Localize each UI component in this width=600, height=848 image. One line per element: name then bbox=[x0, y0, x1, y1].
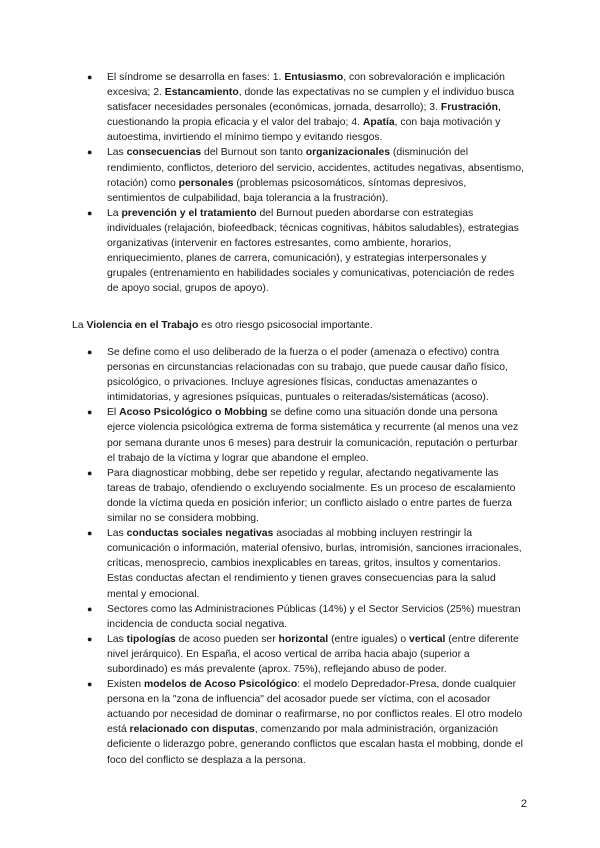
text-run: La bbox=[72, 320, 87, 331]
list-item-text bbox=[107, 634, 519, 675]
bold-text-run: Estancamiento bbox=[164, 87, 239, 99]
bold-text-run: prevención y el tratamiento bbox=[121, 207, 257, 219]
bullet-icon: ● bbox=[87, 603, 93, 614]
list-item-text bbox=[107, 208, 519, 294]
bold-text-run: Violencia en el Trabajo bbox=[86, 320, 199, 331]
bullet-icon: ● bbox=[87, 147, 93, 158]
bold-text-run: horizontal bbox=[278, 633, 329, 645]
bold-text-run: conductas sociales negativas bbox=[126, 528, 274, 540]
text-run: (disminución del rendimiento, conflictos, deterioro del servicio, accidentes, actitudes negativas, absentismo, rotación) como bbox=[107, 147, 524, 189]
bold-text-run: tipologías bbox=[126, 633, 176, 645]
text-run: El bbox=[107, 407, 120, 419]
text-run: Las bbox=[107, 147, 127, 159]
text-run: (problemas psicosomáticos, síntomas depresivos, sentimientos de culpabilidad, baja tolerancia a la frustración). bbox=[107, 177, 467, 204]
list-item bbox=[87, 526, 527, 601]
list-item-text bbox=[107, 407, 518, 463]
bullet-icon: ● bbox=[87, 528, 93, 539]
text-run: Se define como el uso deliberado de la fuerza o el poder (amenaza o efectivo) contra personas en circunstancias relacionadas con su trabajo, que puede causar daño físico, psicológico, o privaciones. Incluye agresiones físicas, conductas amenazantes o intimidatorias, y agresiones psíquicas, puntuales o reiteradas/sistemáticas (acoso). bbox=[107, 347, 508, 404]
text-run: (entre diferente nivel jerárquico). En España, el acoso vertical de arriba hacia abajo (superior a subordinado) es más prevalente (aprox. 75%), reflejando abuso de poder. bbox=[107, 633, 519, 675]
list-item-text bbox=[107, 72, 514, 143]
list-item bbox=[87, 632, 527, 677]
text-run: Las bbox=[107, 528, 127, 540]
list-item bbox=[87, 206, 527, 297]
list-item-text bbox=[107, 147, 524, 203]
text-run: asociadas al mobbing incluyen restringir la comunicación o información, material ofensivo, burlas, intromisión, sanciones irracionales, críticas, menosprecio, cambios inexplicables en tareas, gritos, insultos y comentarios. Estas conductas afectan el rendimiento y tienen graves consecuencias para la salud mental y emocional. bbox=[107, 528, 522, 600]
bullet-icon: ● bbox=[87, 407, 93, 418]
text-run: , con sobrevaloración e implicación excesiva; 2. bbox=[107, 72, 505, 99]
bullet-icon: ● bbox=[87, 633, 93, 644]
bullet-icon: ● bbox=[87, 679, 93, 690]
bullet-icon: ● bbox=[87, 347, 93, 357]
bold-text-run: Acoso Psicológico o Mobbing bbox=[119, 407, 268, 419]
text-run: Para diagnosticar mobbing, debe ser repetido y regular, afectando negativamente las tareas de trabajo, ofendiendo o excluyendo socialmente. Es un proceso de escalamiento donde la víctima queda en posición inferior; un conflicto aislado o entre partes de fuerza similar no se considera mobbing. bbox=[107, 467, 516, 525]
page-number: 2 bbox=[520, 798, 527, 810]
list-item bbox=[87, 677, 527, 768]
bullet-icon: ● bbox=[87, 207, 93, 218]
bold-text-run: consecuencias bbox=[126, 147, 202, 159]
bullet-icon: ● bbox=[87, 467, 93, 478]
bold-text-run: Frustración bbox=[440, 102, 499, 114]
list-item-text bbox=[107, 528, 522, 599]
bold-text-run: modelos de Acoso Psicológico bbox=[143, 679, 298, 691]
list-item-text bbox=[107, 347, 508, 403]
bold-text-run: organizacionales bbox=[305, 147, 391, 159]
burnout-bullet-list bbox=[87, 70, 527, 296]
bold-text-run: relacionado con disputas bbox=[129, 724, 255, 736]
text-run: Las bbox=[107, 633, 127, 645]
bullet-icon: ● bbox=[87, 72, 93, 82]
list-item-text bbox=[107, 468, 515, 524]
text-run: (entre iguales) o bbox=[328, 633, 410, 645]
list-item bbox=[87, 602, 527, 632]
text-run: Sectores como las Administraciones Públicas (14%) y el Sector Servicios (25%) muestran incidencia de conducta social negativa. bbox=[107, 603, 521, 630]
list-item-text bbox=[107, 604, 520, 630]
bold-text-run: personales bbox=[178, 177, 234, 189]
list-item bbox=[87, 145, 527, 205]
text-run: , con baja motivación y autoestima, invirtiendo el mínimo tiempo y evitando riesgos. bbox=[107, 117, 501, 144]
text-run: del Burnout pueden abordarse con estrategias individuales (relajación, biofeedback, técnicas cognitivas, hábitos saludables), estrategias organizativas (intervenir en factores estresantes, como ambiente, horarios, enriquecimiento, planes de carrera, comunicación), y estrategias interpersonales y grupales (entrenamiento en habilidades sociales y comunicativas, potenciación de redes de apoyo social, grupos de apoyo). bbox=[107, 207, 519, 295]
bold-text-run: Entusiasmo bbox=[284, 72, 344, 83]
text-run: La bbox=[107, 207, 122, 219]
text-run: es otro riesgo psicosocial importante. bbox=[198, 320, 373, 331]
list-item bbox=[87, 466, 527, 526]
list-item-text bbox=[107, 679, 523, 765]
text-run: : el modelo Depredador-Presa, donde cualquier persona en la "zona de influencia" del acosador puede ser víctima, con el acosador actuando por necesidad de dominar o reafirmarse, no por conflictos reales. El otro modelo está bbox=[107, 679, 523, 736]
bold-text-run: vertical bbox=[409, 633, 446, 645]
text-run: se define como una situación donde una persona ejerce violencia psicológica extrema de forma sistemática y recurrente (al menos una vez por semana durante unos 6 meses) para destruir la comunicación, reputación o perturbar el trabajo de la víctima y lograr que abandone el empleo. bbox=[107, 407, 519, 464]
text-run: de acoso pueden ser bbox=[175, 633, 279, 645]
bold-text-run: Apatía bbox=[362, 117, 395, 129]
violencia-intro-paragraph bbox=[72, 318, 532, 333]
text-run: , cuestionando la propia eficacia y el valor del trabajo; 4. bbox=[107, 102, 501, 129]
text-run: , comenzando por mala administración, organización deficiente o liderazgo pobre, generando conflictos que escalan hasta el mobbing, donde el foco del conflicto se desplaza a la persona. bbox=[107, 724, 523, 766]
list-item bbox=[87, 405, 527, 465]
text-run: , donde las expectativas no se cumplen y el individuo busca satisfacer necesidades personales (económicas, jornada, desarrollo); 3. bbox=[107, 87, 515, 114]
list-item bbox=[87, 345, 527, 405]
text-run: El síndrome se desarrolla en fases: 1. bbox=[107, 72, 285, 83]
violencia-bullet-list bbox=[87, 345, 527, 768]
list-item bbox=[87, 70, 527, 145]
text-run: Existen bbox=[107, 679, 144, 691]
text-run: del Burnout son tanto bbox=[201, 147, 306, 159]
